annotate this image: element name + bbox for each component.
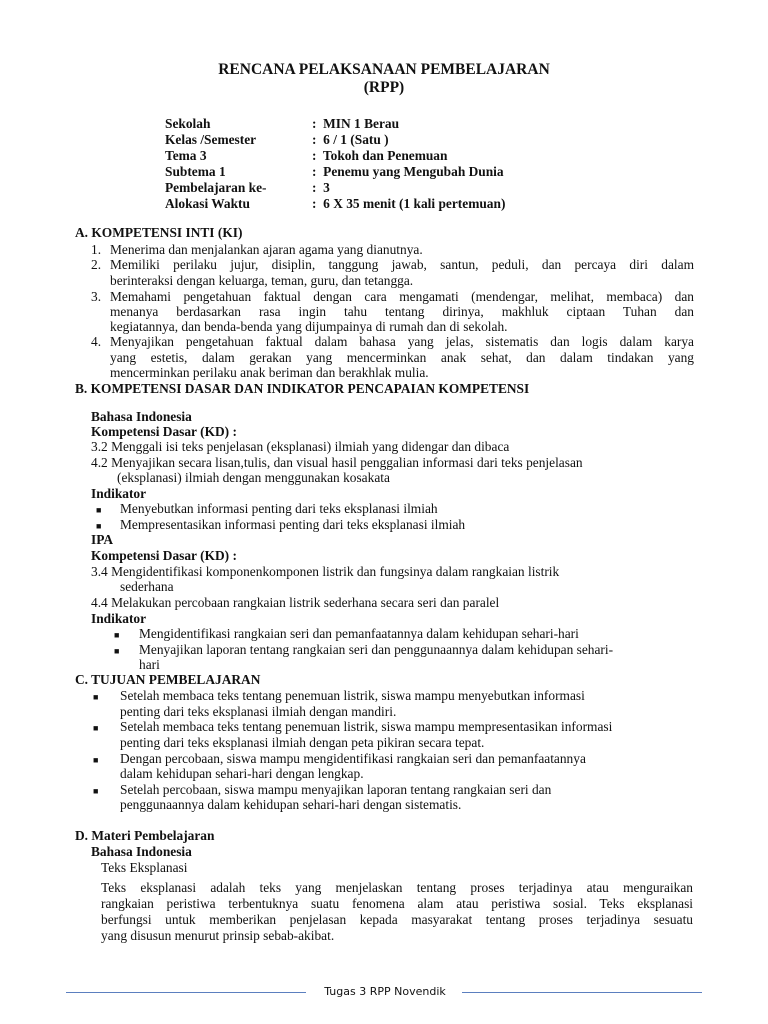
footer-divider-right	[462, 992, 702, 993]
tujuan-item: Dengan percobaan, siswa mampu mengidentifikasi rangkaian seri dan pemanfaatannya	[120, 751, 586, 766]
bi-kd-label: Kompetensi Dasar (KD) :	[91, 424, 237, 439]
ki-item-1: Menerima dan menjalankan ajaran agama yang dianutnya.	[110, 242, 423, 257]
ki-number: 4.	[91, 334, 102, 349]
tujuan-item: Setelah membaca teks tentang penemuan listrik, siswa mampu mempresentasikan informasi	[120, 719, 613, 734]
tujuan-item-cont: penggunaannya dalam kehidupan sehari-hari dengan sistematis.	[120, 797, 462, 812]
bullet-icon: ■	[93, 755, 99, 765]
tujuan-item-cont: penting dari teks eksplanasi ilmiah dengan peta pikiran secara tepat.	[120, 735, 485, 750]
info-value-alokasi: : 6 X 35 menit (1 kali pertemuan)	[312, 196, 506, 211]
footer-divider-left	[66, 992, 306, 993]
bullet-icon: ■	[114, 630, 120, 640]
ki-item-3-line: menanya berdasarkan rasa ingin tahu tentang dirinya, makhluk ciptaan Tuhan dan	[110, 304, 694, 319]
info-label-alokasi: Alokasi Waktu	[165, 196, 250, 211]
ki-item-2-line: berinteraksi dengan keluarga, teman, guru, dan tetangga.	[110, 273, 414, 288]
ipa-kd-label: Kompetensi Dasar (KD) :	[91, 548, 237, 563]
ki-item-2-line: Memiliki perilaku jujur, disiplin, tanggung jawab, santun, peduli, dan percaya diri dalam	[110, 257, 694, 272]
tujuan-item-cont: dalam kehidupan sehari-hari dengan lengkap.	[120, 766, 364, 781]
tujuan-item: Setelah membaca teks tentang penemuan listrik, siswa mampu menyebutkan informasi	[120, 688, 585, 703]
ipa-indikator-item: Mengidentifikasi rangkaian seri dan pemanfaatannya dalam kehidupan sehari-hari	[139, 626, 579, 641]
materi-line: berfungsi untuk memberikan penjelasan kepada masyarakat tentang proses terjadinya sesuatu	[101, 912, 693, 927]
materi-subject: Bahasa Indonesia	[91, 844, 192, 859]
info-value-sekolah: : MIN 1 Berau	[312, 116, 400, 131]
info-value-subtema: : Penemu yang Mengubah Dunia	[312, 164, 504, 179]
ipa-kd-item: 4.4 Melakukan percobaan rangkaian listrik sederhana secara seri dan paralel	[91, 595, 500, 610]
info-label-tema: Tema 3	[165, 148, 207, 163]
ipa-kd-item-cont: sederhana	[120, 579, 174, 594]
materi-line: rangkaian peristiwa terbentuknya suatu fenomena alam atau peristiwa sosial. Teks eksplanasi	[101, 896, 693, 911]
ki-item-3-line: kegiatannya, dan benda-benda yang dijumpainya di rumah dan di sekolah.	[110, 319, 508, 334]
ki-number: 1.	[91, 242, 102, 257]
info-label-kelas: Kelas /Semester	[165, 132, 257, 147]
ki-number: 3.	[91, 289, 102, 304]
bullet-icon: ■	[93, 786, 99, 796]
bullet-icon: ■	[93, 723, 99, 733]
info-label-subtema: Subtema 1	[165, 164, 226, 179]
ki-item-4-line: Menyajikan pengetahuan faktual dalam bahasa yang jelas, sistematis dan logis dalam karya	[110, 334, 694, 349]
ki-number: 2.	[91, 257, 102, 272]
materi-line: Teks eksplanasi adalah teks yang menjelaskan tentang proses terjadinya atau menguraikan	[101, 880, 693, 895]
bi-kd-item-cont: (eksplanasi) ilmiah dengan menggunakan kosakata	[117, 470, 390, 485]
bi-subject: Bahasa Indonesia	[91, 409, 192, 424]
materi-line: yang disusun menurut prinsip sebab-akibat.	[101, 928, 335, 943]
ipa-indikator-label: Indikator	[91, 611, 147, 626]
tujuan-item-cont: penting dari teks eksplanasi ilmiah dengan mandiri.	[120, 704, 397, 719]
ki-item-3-line: Memahami pengetahuan faktual dengan cara mengamati (mendengar, melihat, membaca) dan	[110, 289, 694, 304]
materi-topic: Teks Eksplanasi	[101, 860, 188, 875]
bi-indikator-label: Indikator	[91, 486, 147, 501]
info-label-pembelajaran: Pembelajaran ke-	[165, 180, 267, 195]
document-subtitle: (RPP)	[363, 79, 405, 96]
tujuan-item: Setelah percobaan, siswa mampu menyajikan laporan tentang rangkaian seri dan	[120, 782, 552, 797]
footer-text: Tugas 3 RPP Novendik	[324, 985, 446, 998]
bullet-icon: ■	[96, 505, 102, 515]
ki-item-4-line: yang estetis, dalam gerakan yang mencerminkan anak sehat, dan dalam tindakan yang	[110, 350, 694, 365]
info-label-sekolah: Sekolah	[165, 116, 211, 131]
info-value-tema: : Tokoh dan Penemuan	[312, 148, 448, 163]
section-d-heading: D. Materi Pembelajaran	[75, 828, 215, 843]
info-value-pembelajaran: : 3	[312, 180, 330, 195]
ipa-kd-item: 3.4 Mengidentifikasi komponenkomponen listrik dan fungsinya dalam rangkaian listrik	[91, 564, 560, 579]
info-value-kelas: : 6 / 1 (Satu )	[312, 132, 389, 147]
bi-kd-item: 4.2 Menyajikan secara lisan,tulis, dan visual hasil penggalian informasi dari teks penjelasan	[91, 455, 583, 470]
ipa-indikator-item: Menyajikan laporan tentang rangkaian seri dan penggunaannya dalam kehidupan sehari-	[139, 642, 614, 657]
section-b-heading: B. KOMPETENSI DASAR DAN INDIKATOR PENCAPAIAN KOMPETENSI	[75, 381, 530, 396]
ipa-subject: IPA	[91, 532, 114, 547]
bullet-icon: ■	[114, 646, 120, 656]
ki-item-4-line: mencerminkan perilaku anak beriman dan berakhlak mulia.	[110, 365, 429, 380]
bullet-icon: ■	[93, 692, 99, 702]
bi-indikator-item: Mempresentasikan informasi penting dari teks eksplanasi ilmiah	[120, 517, 466, 532]
section-a-heading: A. KOMPETENSI INTI (KI)	[75, 225, 243, 240]
bi-kd-item: 3.2 Menggali isi teks penjelasan (eksplanasi) ilmiah yang didengar dan dibaca	[91, 439, 510, 454]
section-c-heading: C. TUJUAN PEMBELAJARAN	[75, 672, 261, 687]
ipa-indikator-item-cont: hari	[139, 657, 160, 672]
bi-indikator-item: Menyebutkan informasi penting dari teks eksplanasi ilmiah	[120, 501, 438, 516]
document-title: RENCANA PELAKSANAAN PEMBELAJARAN	[218, 61, 550, 78]
bullet-icon: ■	[96, 521, 102, 531]
